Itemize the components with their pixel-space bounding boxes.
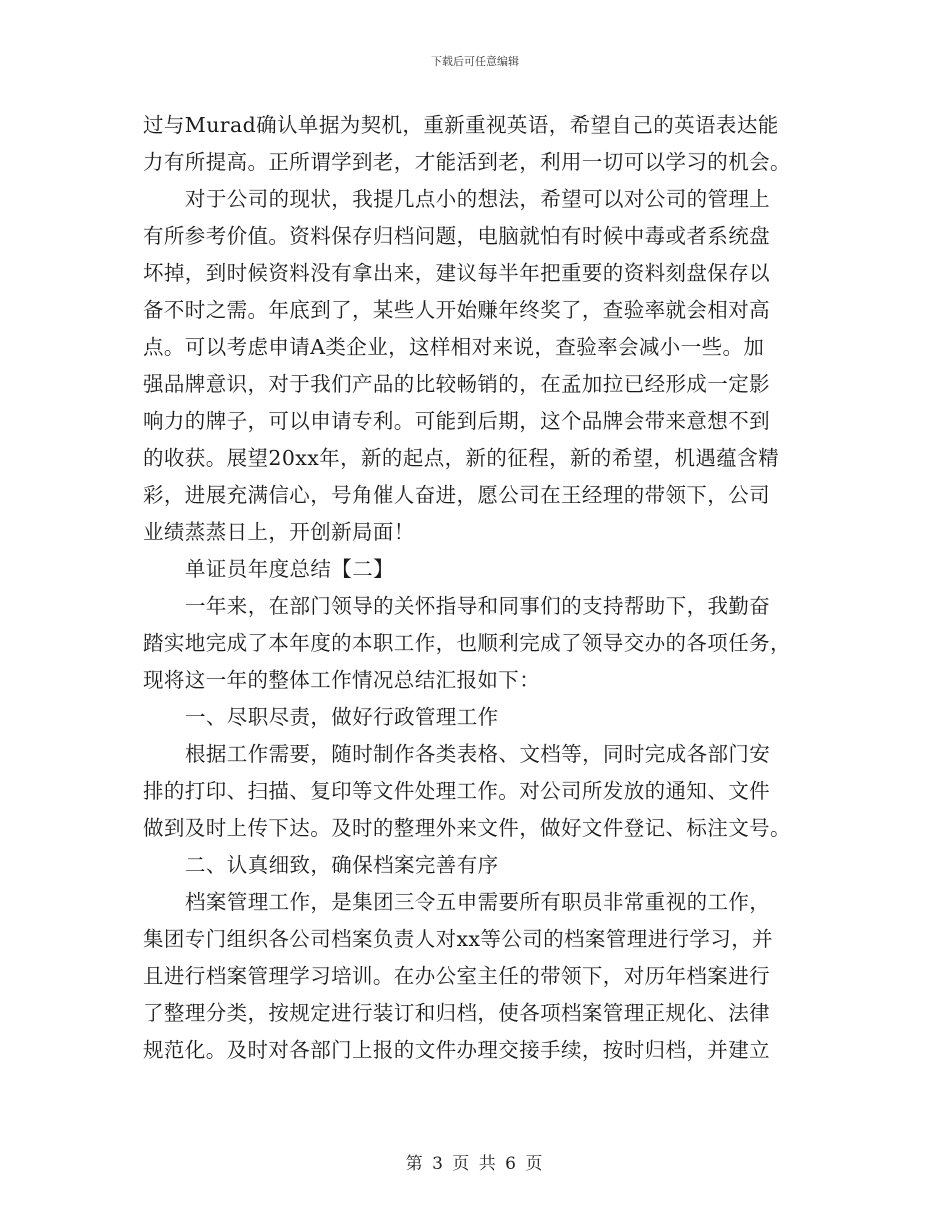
text-line: 一、尽职尽责，做好行政管理工作 bbox=[185, 705, 499, 729]
document-body bbox=[143, 107, 818, 1069]
text-line: 的收获。展望20xx年，新的起点，新的征程，新的希望，机遇蕴含精 bbox=[143, 446, 780, 470]
text-line: 有所参考价值。资料保存归档问题，电脑就怕有时候中毒或者系统盘 bbox=[143, 224, 770, 248]
text-line: 点。可以考虑申请A类企业，这样相对来说，查验率会减小一些。加 bbox=[143, 335, 765, 359]
text-line: 业绩蒸蒸日上，开创新局面！ bbox=[143, 520, 415, 544]
text-line: 对于公司的现状，我提几点小的想法，希望可以对公司的管理上 bbox=[185, 187, 771, 211]
text-line: 彩，进展充满信心，号角催人奋进，愿公司在王经理的带领下，公司 bbox=[143, 483, 770, 507]
text-line: 现将这一年的整体工作情况总结汇报如下： bbox=[143, 668, 541, 692]
text-line: 集团专门组织各公司档案负责人对xx等公司的档案管理进行学习，并 bbox=[143, 927, 774, 951]
text-line: 响力的牌子，可以申请专利。可能到后期，这个品牌会带来意想不到 bbox=[143, 409, 770, 433]
text-line: 单证员年度总结【二】 bbox=[185, 557, 394, 581]
text-line: 规范化。及时对各部门上报的文件办理交接手续，按时归档，并建立 bbox=[143, 1038, 770, 1062]
text-line: 做到及时上传下达。及时的整理外来文件，做好文件登记、标注文号。 bbox=[143, 816, 791, 840]
page-header: 下载后可任意编辑 bbox=[431, 55, 519, 68]
text-line: 且进行档案管理学习培训。在办公室主任的带领下，对历年档案进行 bbox=[143, 964, 770, 988]
text-line: 了整理分类，按规定进行装订和归档，使各项档案管理正规化、法律 bbox=[143, 1001, 770, 1025]
page-number-footer: 第 3 页 共 6 页 bbox=[405, 1154, 545, 1174]
text-line: 坏掉，到时候资料没有拿出来，建议每半年把重要的资料刻盘保存以 bbox=[143, 261, 770, 285]
text-line: 排的打印、扫描、复印等文件处理工作。对公司所发放的通知、文件 bbox=[143, 779, 770, 803]
text-line: 根据工作需要，随时制作各类表格、文档等，同时完成各部门安 bbox=[185, 742, 771, 766]
text-line: 力有所提高。正所谓学到老，才能活到老，利用一切可以学习的机会。 bbox=[143, 150, 791, 174]
text-line: 备不时之需。年底到了，某些人开始赚年终奖了，查验率就会相对高 bbox=[143, 298, 770, 322]
text-line: 二、认真细致，确保档案完善有序 bbox=[185, 853, 499, 877]
text-line: 过与Murad确认单据为契机，重新重视英语，希望自己的英语表达能 bbox=[143, 113, 779, 137]
text-line: 一年来，在部门领导的关怀指导和同事们的支持帮助下，我勤奋 bbox=[185, 594, 771, 618]
text-line: 档案管理工作，是集团三令五申需要所有职员非常重视的工作， bbox=[185, 890, 771, 914]
text-line: 强品牌意识，对于我们产品的比较畅销的，在孟加拉已经形成一定影 bbox=[143, 372, 770, 396]
text-line: 踏实地完成了本年度的本职工作，也顺利完成了领导交办的各项任务， bbox=[143, 631, 791, 655]
